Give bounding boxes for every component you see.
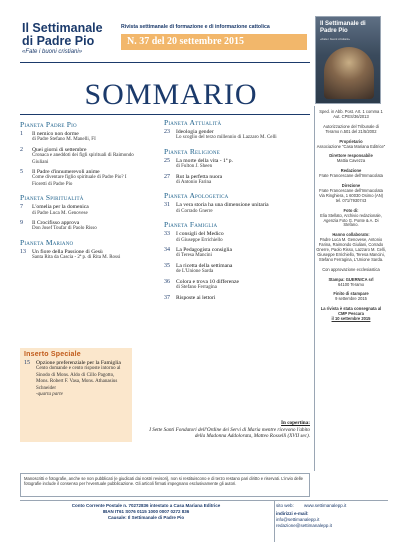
page-number: 1 [20,131,23,137]
section-title: Pianeta Religione [164,146,220,156]
cover-painting [324,47,374,99]
entry-title: Opzione preferenziale per la Famiglia [36,360,121,366]
email-label: indirizzi e-mail: [276,511,309,516]
section-title: Pianeta Padre Pio [20,120,77,129]
toc-entry [164,263,310,276]
entry-author: de L'Unione Sarda [176,269,214,275]
toc-section [164,220,310,301]
entry-author: di Fulton J. Sheen [176,164,213,170]
toc-entry [164,247,310,260]
section-title: Pianeta Famiglia [164,220,218,230]
colophon-block [316,292,386,302]
toc-entry [164,295,310,301]
toc-left-column [20,120,136,267]
payment-info [20,503,272,521]
colophon-heading: Direttore responsabile [329,153,373,159]
toc-entry [164,129,310,142]
entry-title: Rut la perfetta nuora [176,173,223,180]
masthead-motto: «Fate i buoni cristiani» [22,49,83,55]
page-title: SOMMARIO [84,78,258,111]
section-title: Pianeta Mariano [20,237,74,247]
page-number: 37 [164,294,170,301]
magazine-tagline: Rivista settimanale di formazione e di informazione cattolica [121,24,270,30]
colophon-text: il 10 settembre 2015 [331,316,371,322]
title-rule [20,114,310,115]
toc-section [20,193,136,233]
entry-author: Lo scoglio del terzo millennio di Lazzaro M. Celli [176,135,277,141]
entry-author: Cronaca e aneddoti dei figli spirituali di Raimondo Giuliani [32,153,134,165]
toc-entry [164,202,310,215]
colophon [316,110,386,327]
colophon-heading: Proprietario [339,138,363,144]
website-label: sito web: [276,503,294,508]
toc-entry [164,279,310,292]
page-number: 15 [24,360,30,366]
page-number: 5 [20,169,23,176]
entry-title: Colora e trova 10 differenze [176,278,239,285]
entry-title: I consigli del Medico [176,231,224,238]
page-number: 33 [164,231,170,238]
entry-title: La ricetta della settimana [176,262,233,269]
website-link[interactable]: www.settimanalepp.it [304,503,347,508]
payment-line-1: Conto Corrente Postale n. 70272836 intestato a Casa Mariana Editrice [71,503,221,508]
colophon-text: Autorizzazione del Tribunale di Teramo n.501 del 21/5/2002 [323,123,379,134]
entry-author: di Teresa Mancini [176,253,212,259]
colophon-text: 64100 Teramo [337,281,365,287]
colophon-block [316,125,386,135]
entry-author: di Corrado Gnerre [176,208,213,214]
section-title: Pianeta Spiritualità [20,193,84,203]
colophon-block [316,169,386,179]
entry-title: La Pedagogista consiglia [176,247,232,254]
cover-title: Il Settimanale di Padre Pio [320,21,366,34]
masthead-logo [22,22,122,55]
entry-author: Santa Rita da Cascia - 2ª p. di Rita M. Rossi [32,255,121,261]
entry-title: Un fiore della Passione di Gesù [32,248,103,255]
colophon-block [316,268,386,273]
entry-author: di Padre Stefano M. Manelli, FI [32,137,96,143]
colophon-block [316,154,386,164]
issue-banner: N. 37 del 20 settembre 2015 [121,34,307,50]
toc-right-column [164,118,310,306]
colophon-heading: Finito di stampare [333,291,369,297]
cover-thumbnail [315,16,381,104]
toc-entry [164,174,310,187]
page-number: 35 [164,262,170,269]
colophon-text: Padre Luca M. Genovese, Antonio Farina, Raimondo Giuliani, Corrado Gnerre, Paolo Risso, Lazzaro M. Celli, Giuseppe Errichiello, Teresa Mancini, Stefano Ferragina, L'Unione Sarda. [316,237,386,262]
side-divider [314,106,315,471]
page-number: 25 [164,157,170,164]
section-title: Pianeta Apologetica [164,191,229,201]
toc-section [20,238,136,262]
payment-line-3: Causale: Il Settimanale di Padre Pio [107,515,185,520]
entry-part: -quarta parte [36,392,63,398]
colophon-heading: Redazione [340,168,362,174]
entry-title: Il nemico non dorme [32,131,79,137]
colophon-block [316,184,386,204]
colophon-block [316,140,386,150]
cover-caption-text: I Sette Santi Fondatori dell'Ordine dei Servi di Maria mentre ricevono l'abito della Madonna Addolorata, Matteo Rosselli (XVII sec). [149,427,310,439]
colophon-text: Con approvazione ecclesiastica [322,266,380,272]
page-number: 7 [20,204,23,211]
entry-author: di Giuseppe Errichiello [176,237,223,243]
page-number: 2 [20,146,23,153]
footer-divider [274,500,275,542]
header-rule [20,62,310,63]
colophon-block [316,110,386,120]
colophon-text: Associazione "Casa Mariana Editrice" [316,143,386,149]
page-number: 27 [164,173,170,180]
toc-entry [20,169,136,188]
colophon-text: Frate Francescane dell'Immacolata [319,173,383,179]
toc-section [164,118,310,142]
toc-entry [164,231,310,244]
colophon-text: 9 settembre 2015 [335,296,367,302]
colophon-block [316,307,386,322]
entry-title: La vera storia ha una dimensione unitaria [176,202,269,209]
contact-info [276,503,388,529]
page-number: 9 [20,220,23,227]
cover-subtitle: «Fate i buoni cristiani» [320,37,351,41]
colophon-text: Frate Francescane dell'Immacolata Via Ringhiera, 1 60030 Osimo (AN) tel. 071/7930743 [318,187,384,203]
masthead-line-2: di Padre Pio [22,34,95,48]
entry-title: L'omelia per la domenica [32,204,89,211]
entry-author: Don Josef Toufar di Paolo Risso [32,226,97,232]
page-number: 34 [164,247,170,254]
toc-entry [20,131,136,144]
cover-caption [140,420,310,439]
inserto-title: Inserto Speciale [24,351,81,358]
toc-entry [20,220,136,233]
colophon-heading: La rivista è stata consegnata al CMP Pescara [320,306,382,317]
page-number: 13 [20,248,26,255]
payment-line-2: IBAN IT61 S076 0115 1000 0007 0272 836 [102,509,190,514]
colophon-text: Sped. in Abb. Post. Art. 1 comma 1 Aut. CPES/36/2013 [319,109,383,119]
entry-author: Come diventare figlio spirituale di Padre Pio? I Fioretti di Padre Pio [32,175,127,187]
entry-title: Ideologia gender [176,129,214,135]
masthead-line-1: Il Settimanale [22,21,103,35]
colophon-heading: Foto di: [343,207,359,213]
page-number: 31 [164,202,170,209]
colophon-block [316,209,386,229]
footer-rule [20,500,388,501]
cover-caption-label: In copertina: [281,420,310,426]
section-title: Pianeta Attualità [164,118,222,127]
toc-section [20,120,136,188]
entry-author: di Stefano Ferragina [176,285,217,291]
colophon-heading: Stampa: GUERNICA srl [328,276,374,282]
entry-title: Il Padre d'innumerevoli anime [32,169,100,176]
entry-title: Il Crocifisso approva [32,220,80,227]
entry-author: di Padre Luca M. Genovese [32,210,88,216]
toc-section [164,147,310,187]
toc-entry [20,204,136,217]
colophon-heading: Hanno collaborato: [332,232,370,238]
toc-entry [24,360,128,398]
colophon-text: Mattia Cavezza [336,158,366,164]
toc-entry [20,249,136,262]
toc-entry [164,158,310,171]
entry-title: Risposte ai lettori [176,294,216,301]
colophon-block [316,278,386,288]
toc-section [164,191,310,215]
email-info[interactable]: info@settimanalepp.it [276,517,320,522]
entry-title: Quei giorni di settembre [32,146,87,153]
entry-title: La morte della vita - 1ª p. [176,157,233,164]
inserto-speciale-box [20,348,132,442]
copyright-note: Manoscritti e fotografie, anche se non pubblicati (e giudicati dai nostri revisori), non si restituiscono e di terzo restano pari diritto e riservati. L'invio delle fotografie include il consenso per l'eventuale pubblicazione. Gli articoli firmati impegnano esclusivamente gli autori. [20,473,310,497]
colophon-text: Elia Stellato, Archivio redazionale, Agenzia Foto G. Ponte & A. Di Stefano. [320,212,382,228]
email-redazione[interactable]: redazione@settimanalepp.it [276,523,332,528]
page-number: 36 [164,278,170,285]
entry-author: di Antonio Farina [176,180,212,186]
colophon-block [316,233,386,262]
page-number: 23 [164,129,170,135]
toc-entry [20,147,136,166]
entry-authors: Cento domande e cento risposte intorno al Sinodo di Mons. Aldo di Cillo Pagotto, Mons. Robert F. Vasa, Mons. Athanasius Schneider [36,366,121,391]
colophon-heading: Direzione [341,183,361,189]
